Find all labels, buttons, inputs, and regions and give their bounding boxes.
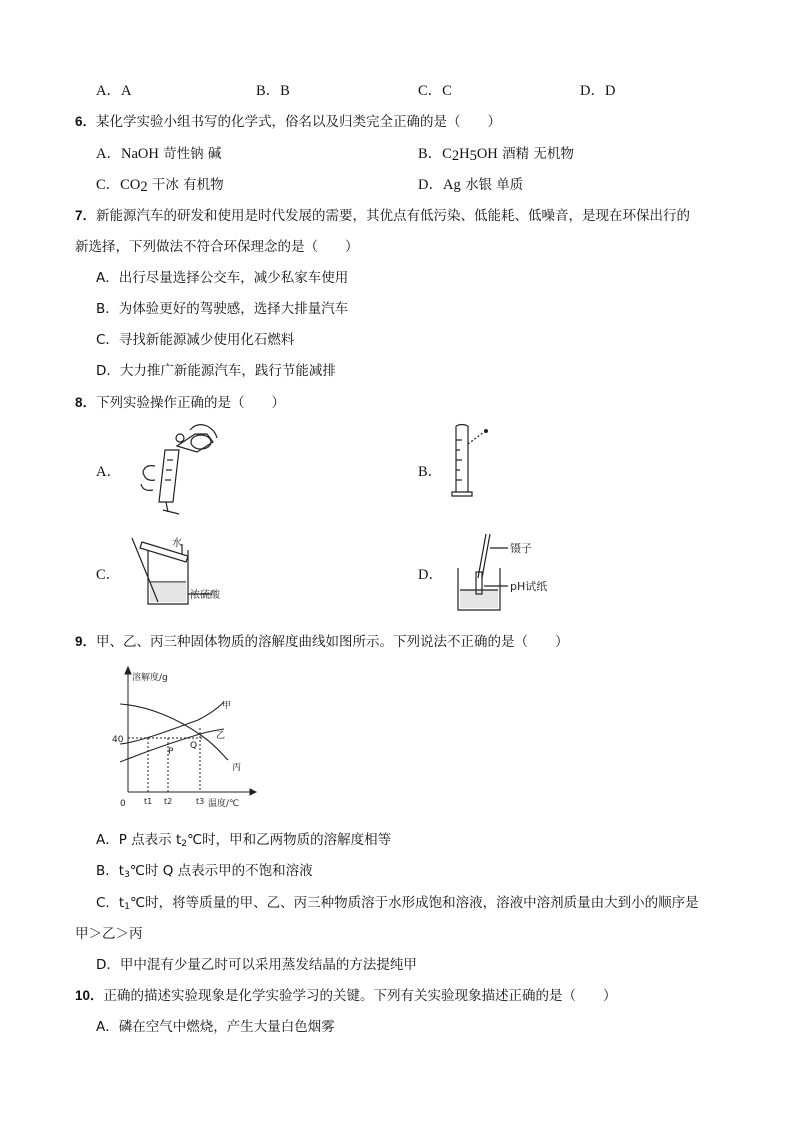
q6-option-b[interactable] [418, 144, 574, 166]
q9-stem-text: 甲、乙、丙三种固体物质的溶解度曲线如图所示。下列说法不正确的是（ ） [96, 634, 569, 650]
q5-option-c[interactable]: C．C [418, 83, 452, 99]
q8-stem-text: 下列实验操作正确的是（ ） [96, 395, 286, 411]
q10-stem [75, 986, 617, 1006]
q9-option-d[interactable]: D．甲中混有少量乙时可以采用蒸发结晶的方法提纯甲 [96, 957, 417, 973]
q9-a-pre: A．P 点表示 t [96, 832, 182, 848]
q8-d-ph-figure [450, 528, 570, 618]
q6-a-formula: NaOH [120, 146, 159, 162]
q6-a-label: A． [96, 146, 121, 162]
y-tick-40: 40 [112, 735, 124, 745]
q6-b-label: B． [418, 146, 443, 162]
q9-stem [75, 632, 569, 652]
q7-option-b[interactable]: B．为体验更好的驾驶感，选择大排量汽车 [96, 301, 349, 317]
q7-number: 7． [75, 208, 97, 223]
eye-icon [484, 429, 488, 433]
q6-stem-text: 某化学实验小组书写的化学式，俗名以及归类完全正确的是（ ） [96, 114, 502, 130]
q9-number: 9． [75, 634, 97, 649]
q7-option-d[interactable]: D．大力推广新能源汽车，践行节能减排 [96, 363, 336, 379]
q6-d-text: 水银 单质 [460, 177, 524, 193]
q8-d-ph-label: pH试纸 [510, 580, 548, 593]
q6-b-text: 酒精 无机物 [497, 146, 574, 162]
q8-option-c-label[interactable]: C． [96, 567, 121, 583]
q9-option-a[interactable] [96, 830, 391, 854]
q6-option-d[interactable] [418, 175, 523, 195]
q7-stem-line1 [75, 206, 690, 226]
x-tick-t3: t3 [196, 797, 205, 806]
y-axis-label: 溶解度/g [132, 673, 168, 683]
series-label-bing: 丙 [232, 763, 242, 773]
q9-b-post: ℃时 Q 点表示甲的不饱和溶液 [129, 863, 313, 879]
q6-b-formula-oh: OH [476, 146, 498, 162]
q9-a-sub: 2 [181, 839, 187, 849]
x-axis-label: 温度/℃ [208, 799, 240, 809]
q9-b-pre: B．t [96, 863, 125, 879]
q9-b-sub: 3 [124, 870, 130, 880]
series-yi-curve [120, 729, 224, 762]
q9-c-sub: 1 [124, 902, 130, 912]
q6-d-label: D． [418, 177, 443, 193]
q6-c-label: C． [96, 177, 121, 193]
q6-b-formula-h: H [459, 146, 470, 162]
q8-a-pouring-figure [135, 420, 235, 520]
origin-label: 0 [120, 799, 126, 809]
q8-c-acid-label: 浓硫酸 [190, 590, 220, 601]
q9-option-c[interactable] [96, 893, 699, 917]
q8-option-b-label[interactable]: B． [418, 464, 443, 480]
q6-c-formula: CO [120, 177, 141, 193]
q10-stem-text: 正确的描述实验现象是化学实验学习的关键。下列有关实验现象描述正确的是（ ） [103, 988, 617, 1004]
q6-b-formula-c: C [442, 146, 452, 162]
y-axis-arrow-icon [125, 667, 131, 674]
q9-c-post: ℃时，将等质量的甲、乙、丙三种物质溶于水形成饱和溶液，溶液中溶剂质量由大到小的顺序是 [129, 895, 699, 911]
q6-b-sub2: 5 [469, 148, 477, 164]
q7-stem-line2: 新选择，下列做法不符合环保理念的是（ ） [75, 239, 359, 255]
q8-c-dilution-figure [120, 532, 230, 612]
q9-c-pre: C．t [96, 895, 125, 911]
x-axis-arrow-icon [250, 789, 256, 795]
point-p-label: P [168, 747, 174, 757]
q8-b-cylinder-figure [440, 420, 500, 500]
q6-stem [75, 112, 501, 132]
q8-option-a-label[interactable]: A． [96, 464, 121, 480]
q9-option-c-line2: 甲＞乙＞丙 [75, 926, 143, 942]
q5-option-d[interactable]: D．D [580, 83, 616, 99]
q6-option-c[interactable] [96, 175, 224, 197]
q7-stem-text: 新能源汽车的研发和使用是时代发展的需要，其优点有低污染、低能耗、低噪音，是现在环保出行的 [96, 208, 691, 224]
q8-d-tweezers-label: 镊子 [510, 542, 532, 555]
point-q-label: Q [190, 741, 198, 751]
q9-solubility-chart [110, 664, 260, 814]
q9-option-b[interactable] [96, 861, 313, 885]
q9-a-post: ℃时，甲和乙两物质的溶解度相等 [187, 832, 392, 848]
q10-option-a[interactable]: A．磷在空气中燃烧，产生大量白色烟雾 [96, 1019, 335, 1035]
q6-c-text: 干冰 有机物 [147, 177, 224, 193]
q6-b-sub1: 2 [451, 148, 460, 164]
q6-c-sub: 2 [140, 179, 148, 195]
q8-number: 8． [75, 395, 97, 410]
q5-option-b[interactable]: B．B [256, 83, 290, 99]
series-label-jia: 甲 [222, 701, 232, 711]
x-tick-t2: t2 [164, 797, 173, 806]
q8-option-d-label[interactable]: D． [418, 567, 443, 583]
q6-number: 6． [75, 114, 97, 129]
q6-d-formula: Ag [442, 177, 461, 193]
q10-number: 10． [75, 988, 104, 1003]
q8-c-water-label: 水 [172, 538, 182, 549]
q5-option-a[interactable]: A．A [96, 83, 132, 99]
q6-a-text: 苛性钠 碱 [158, 146, 222, 162]
q7-option-c[interactable]: C．寻找新能源减少使用化石燃料 [96, 332, 295, 348]
x-tick-t1: t1 [144, 797, 153, 806]
series-label-yi: 乙 [216, 731, 226, 741]
q7-option-a[interactable]: A．出行尽量选择公交车，减少私家车使用 [96, 270, 349, 286]
q6-option-a[interactable] [96, 144, 221, 164]
q8-stem [75, 393, 285, 413]
